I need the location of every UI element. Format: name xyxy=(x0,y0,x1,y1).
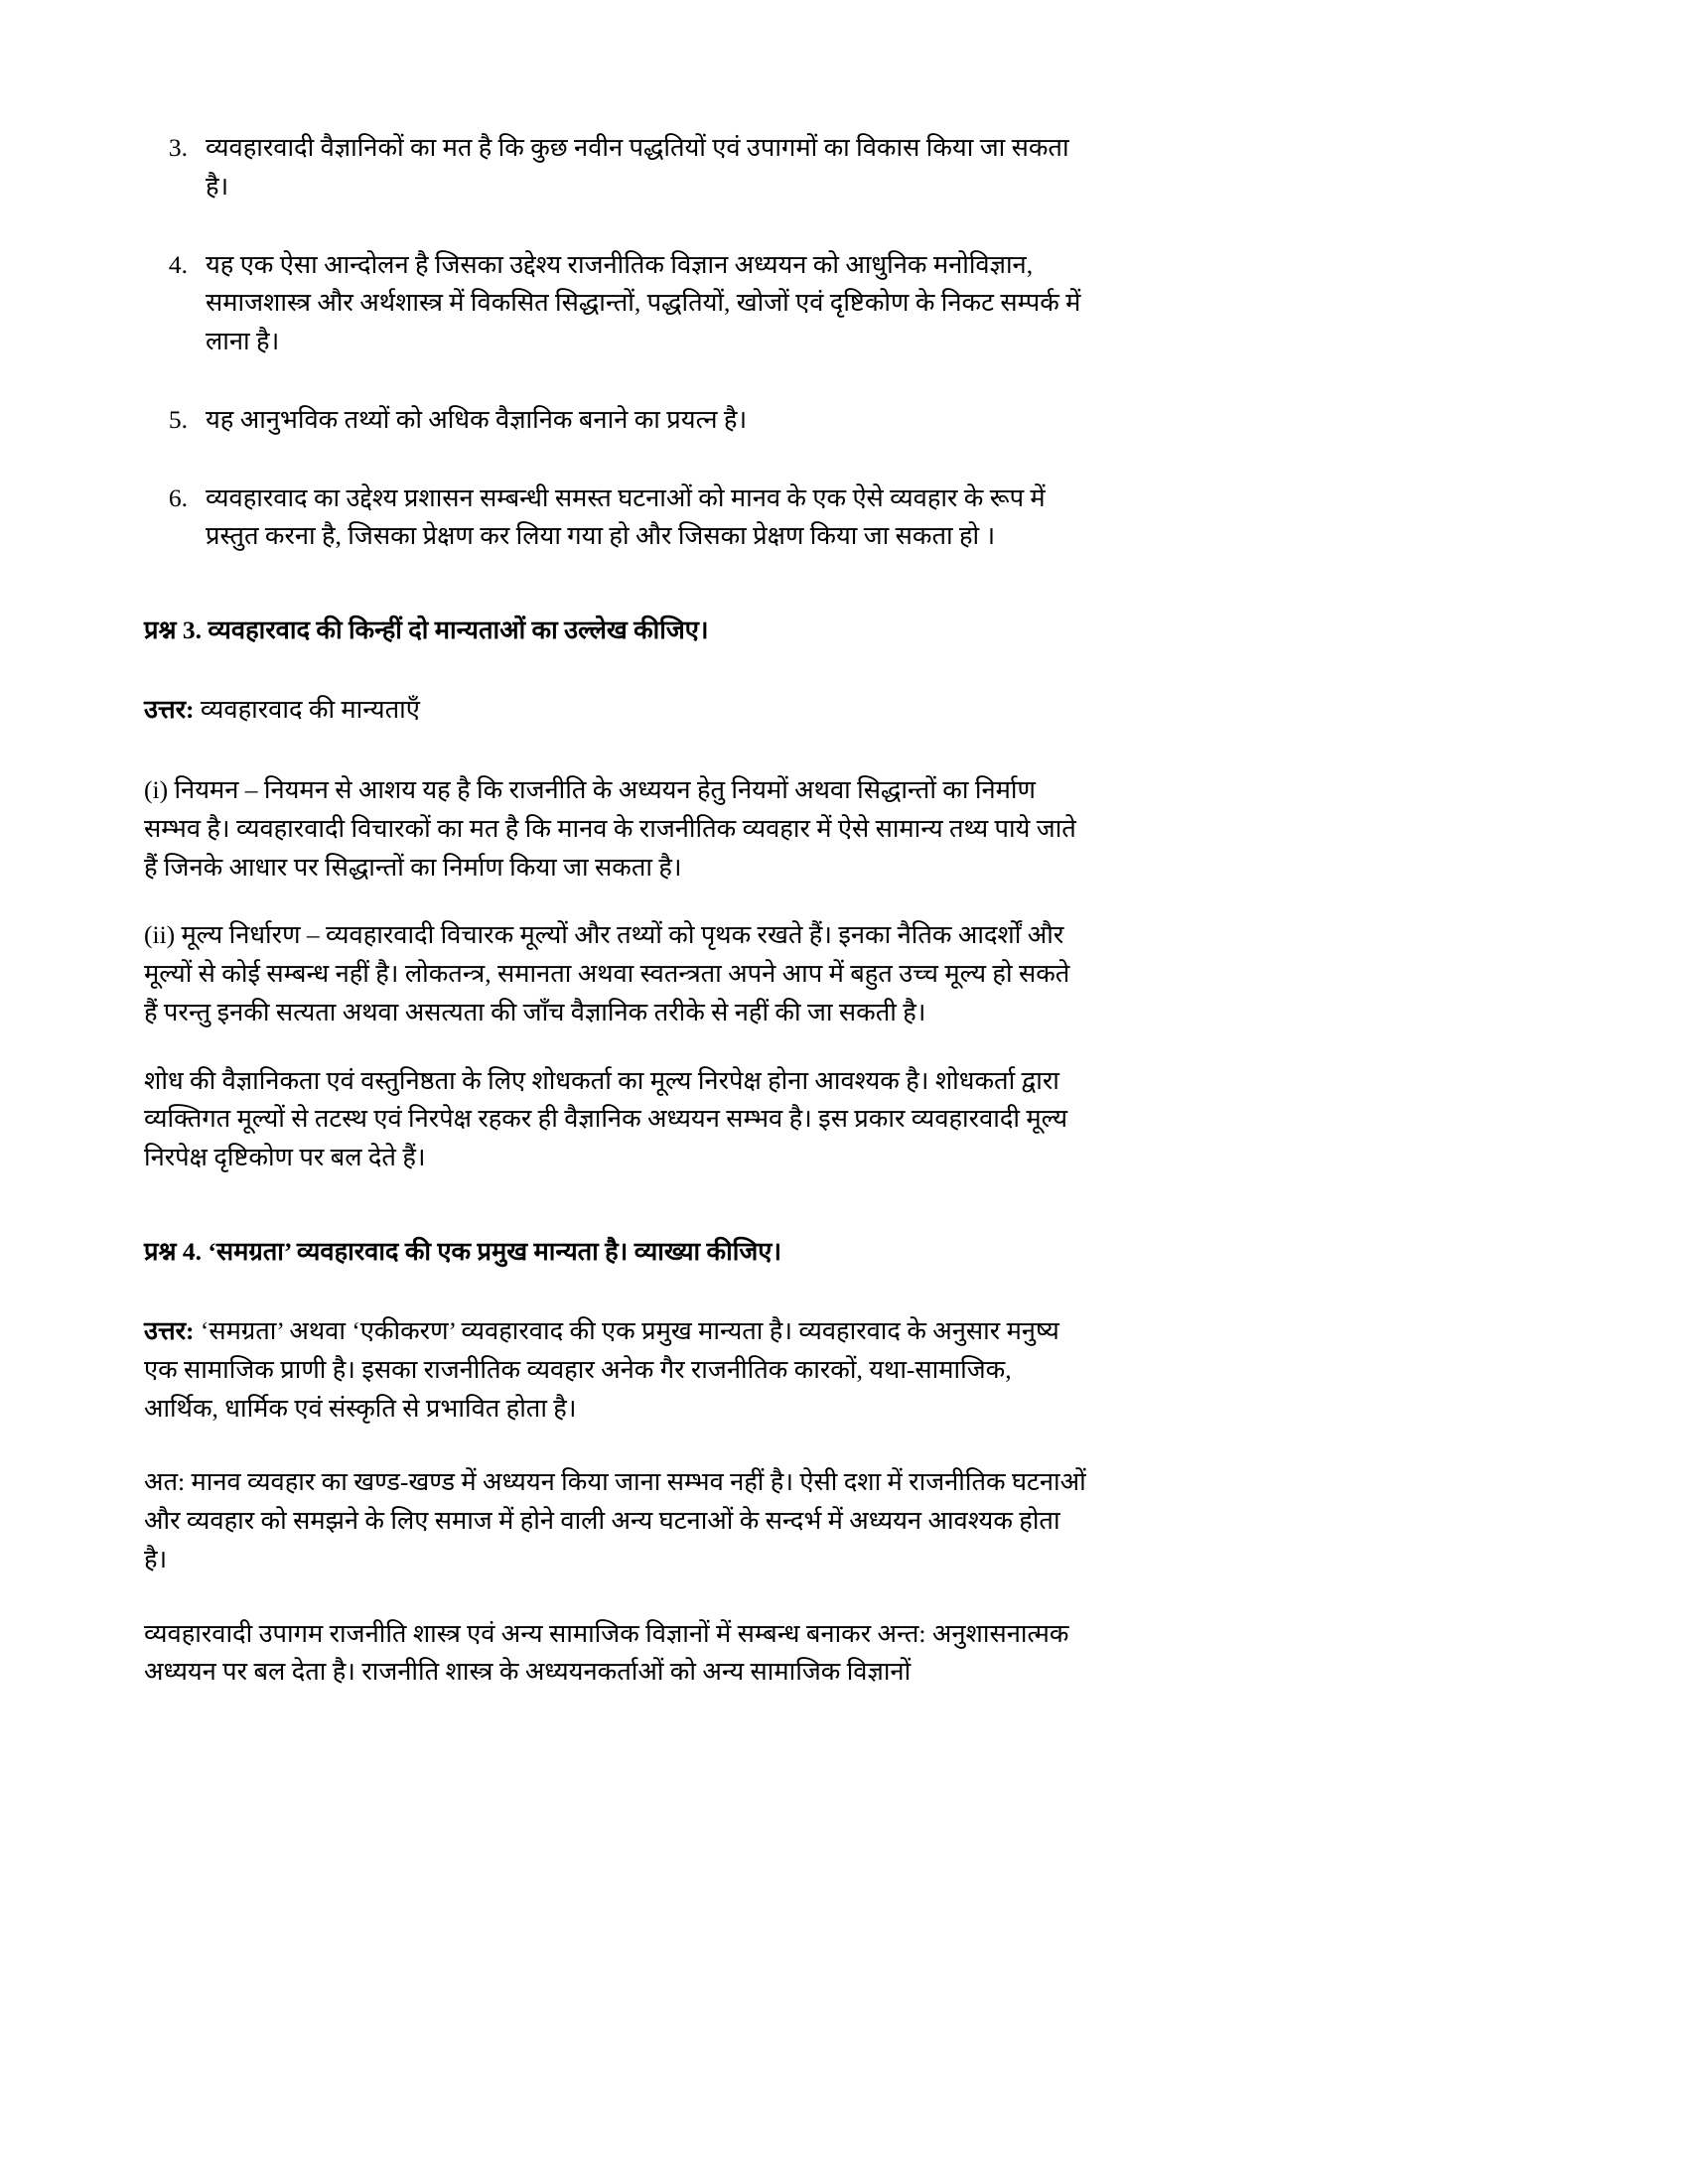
spacer xyxy=(144,1032,1087,1062)
question-3-point-i: (i) नियमन – नियमन से आशय यह है कि राजनीति के अध्ययन हेतु नियमों अथवा सिद्धान्तों का निर्माण सम्भव है। व्यवहारवादी विचारकों का मत है कि मानव के राजनीतिक व्यवहार में ऐसे सामान्य तथ्य पाये जाते हैं जिनके आधार पर सिद्धान्तों का निर्माण किया जा सकता है। xyxy=(144,775,1076,882)
list-item-text: यह एक ऐसा आन्दोलन है जिसका उद्देश्य राजनीतिक विज्ञान अध्ययन को आधुनिक मनोविज्ञान, समाजशास्त्र और अर्थशास्त्र में विकसित सिद्धान्तों, पद्धतियों, खोजों एवं दृष्टिकोण के निकट सम्पर्क में लाना है। xyxy=(206,249,1081,355)
answer-lead-text: ‘समग्रता’ अथवा ‘एकीकरण’ व्यवहारवाद की एक प्रमुख मान्यता है। व्यवहारवाद के अनुसार मनुष्य एक सामाजिक प्राणी है। इसका राजनीतिक व्यवहार अनेक गैर राजनीतिक कारकों, यथा-सामाजिक, आर्थिक, धार्मिक एवं संस्कृति से प्रभावित होता है। xyxy=(144,1316,1059,1423)
question-3-answer-line xyxy=(144,691,1087,730)
numbered-list xyxy=(144,129,1087,556)
list-item-marker: 5. xyxy=(168,404,188,434)
spacer xyxy=(144,556,1087,612)
spacer xyxy=(144,1579,1087,1615)
list-item-text: व्यवहारवादी वैज्ञानिकों का मत है कि कुछ नवीन पद्धतियों एवं उपागमों का विकास किया जा सकता है। xyxy=(206,133,1069,201)
answer-lead-text: व्यवहारवाद की मान्यताएँ xyxy=(194,695,420,725)
answer-label: उत्तर: xyxy=(144,1316,195,1345)
question-3-point-ii: (ii) मूल्य निर्धारण – व्यवहारवादी विचारक मूल्यों और तथ्यों को पृथक रखते हैं। इनका नैतिक आदर्शों और मूल्यों से कोई सम्बन्ध नहीं है। लोकतन्त्र, समानता अथवा स्वतन्त्रता अपने आप में बहुत उच्च मूल्य हो सकते हैं परन्तु इनकी सत्यता अथवा असत्यता की जाँच वैज्ञानिक तरीके से नहीं की जा सकती है। xyxy=(144,920,1070,1026)
question-4-answer-paragraph xyxy=(144,1312,1087,1428)
question-3-heading: प्रश्न 3. व्यवहारवाद की किन्हीं दो मान्यताओं का उल्लेख कीजिए। xyxy=(144,615,709,644)
spacer xyxy=(144,730,1087,771)
list-item xyxy=(144,479,1087,557)
spacer xyxy=(144,649,1087,691)
list-item-marker: 4. xyxy=(168,249,188,279)
list-item-marker: 3. xyxy=(168,133,188,162)
spacer xyxy=(144,1177,1087,1233)
question-4-paragraph-2: व्यवहारवादी उपागम राजनीति शास्त्र एवं अन्य सामाजिक विज्ञानों में सम्बन्ध बनाकर अन्त: अनुशासनात्मक अध्ययन पर बल देता है। राजनीति शास्त्र के अध्ययनकर्ताओं को अन्य सामाजिक विज्ञानों xyxy=(144,1618,1069,1687)
document-content xyxy=(144,129,1087,1692)
question-4-heading: प्रश्न 4. ‘समग्रता’ व्यवहारवाद की एक प्रमुख मान्यता है। व्याख्या कीजिए। xyxy=(144,1236,782,1266)
spacer xyxy=(144,887,1087,916)
list-item xyxy=(144,129,1087,206)
list-item xyxy=(144,246,1087,361)
list-item-text: व्यवहारवाद का उद्देश्य प्रशासन सम्बन्धी समस्त घटनाओं को मानव के एक ऐसे व्यवहार के रूप में प्रस्तुत करना है, जिसका प्रेक्षण कर लिया गया हो और जिसका प्रेक्षण किया जा सकता हो । xyxy=(206,482,1046,551)
list-item xyxy=(144,401,1087,440)
question-4-paragraph-1: अत: मानव व्यवहार का खण्ड-खण्ड में अध्ययन किया जाना सम्भव नहीं है। ऐसी दशा में राजनीतिक घटनाओं और व्यवहार को समझने के लिए समाज में होने वाली अन्य घटनाओं के सन्दर्भ में अध्ययन आवश्यक होता है। xyxy=(144,1467,1086,1573)
list-item-marker: 6. xyxy=(168,482,188,512)
answer-label: उत्तर: xyxy=(144,695,195,725)
spacer xyxy=(144,1428,1087,1463)
question-3-closing-paragraph: शोध की वैज्ञानिकता एवं वस्तुनिष्ठता के लिए शोधकर्ता का मूल्य निरपेक्ष होना आवश्यक है। शोधकर्ता द्वारा व्यक्तिगत मूल्यों से तटस्थ एवं निरपेक्ष रहकर ही वैज्ञानिक अध्ययन सम्भव है। इस प्रकार व्यवहारवादी मूल्य निरपेक्ष दृष्टिकोण पर बल देते हैं। xyxy=(144,1065,1068,1171)
list-item-text: यह आनुभविक तथ्यों को अधिक वैज्ञानिक बनाने का प्रयत्न है। xyxy=(206,404,748,434)
spacer xyxy=(144,1271,1087,1312)
